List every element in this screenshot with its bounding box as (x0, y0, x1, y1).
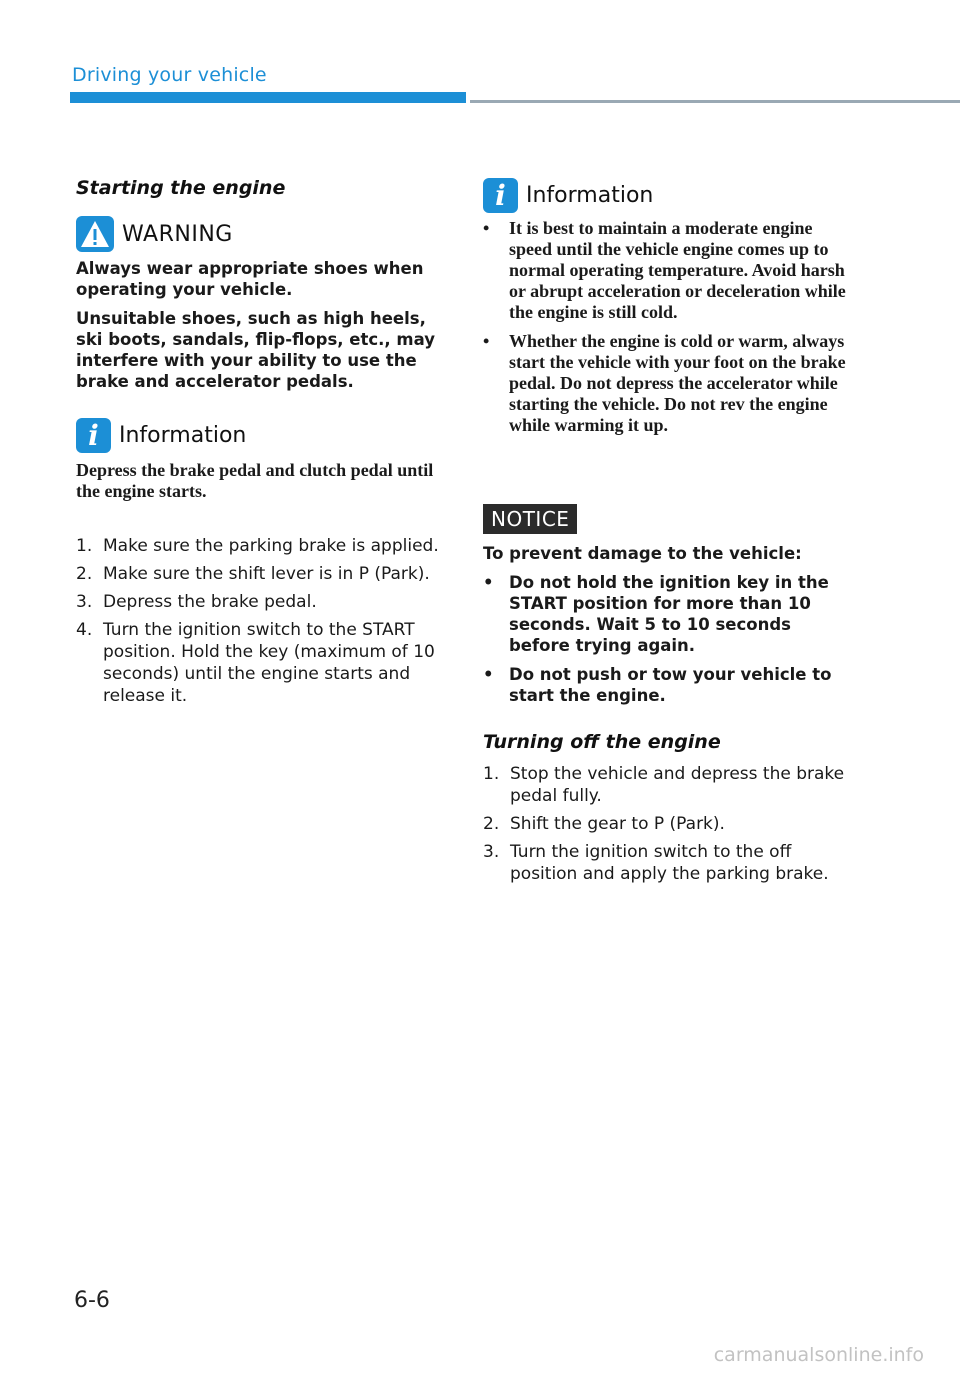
info-icon: i (76, 418, 111, 453)
list-item (483, 841, 853, 885)
warning-icon (76, 216, 114, 252)
starting-steps (76, 535, 448, 713)
warning-paragraph: Unsuitable shoes, such as high heels, ski boots, sandals, flip-flops, etc., may interfere with your ability to use the brake and accelerator pedals. (76, 309, 436, 391)
step-text: Turn the ignition switch to the off position and apply the parking brake. (510, 842, 829, 884)
step-text: Depress the brake pedal. (103, 592, 317, 612)
watermark: carmanualsonline.info (713, 1344, 924, 1366)
list-item (76, 591, 448, 613)
notice-header (483, 504, 577, 534)
step-number: 2. (483, 814, 500, 834)
header-rule-accent (70, 92, 466, 103)
page-number: 6-6 (74, 1288, 110, 1313)
warning-title: WARNING (122, 221, 233, 247)
list-item (483, 763, 853, 807)
list-item (483, 664, 853, 706)
step-number: 3. (76, 592, 93, 612)
info-title: Information (526, 183, 654, 208)
notice-badge: NOTICE (483, 504, 577, 534)
warning-header (76, 216, 233, 252)
step-number: 2. (76, 564, 93, 584)
info-text: Depress the brake pedal and clutch pedal until the engine starts. (76, 460, 434, 501)
bullet-text: Do not hold the ignition key in the START position for more than 10 seconds. Wait 5 to 10 seconds before trying again. (509, 573, 829, 655)
step-number: 4. (76, 620, 93, 640)
step-text: Make sure the shift lever is in P (Park). (103, 564, 430, 584)
step-text: Turn the ignition switch to the START position. Hold the key (maximum of 10 seconds) until the engine starts and release it. (103, 620, 435, 706)
list-item (76, 619, 448, 707)
info-header (76, 418, 246, 453)
warning-paragraph: Always wear appropriate shoes when operating your vehicle. (76, 259, 424, 299)
step-number: 1. (76, 536, 93, 556)
bullet-text: Do not push or tow your vehicle to start the engine. (509, 665, 832, 705)
bullet-text: It is best to maintain a moderate engine speed until the vehicle engine comes up to normal operating temperature. Avoid harsh or abrupt acceleration or deceleration while the engine is still cold. (509, 218, 846, 322)
chapter-title: Driving your vehicle (72, 64, 267, 86)
turning-off-steps (483, 763, 853, 891)
list-item (483, 813, 853, 835)
step-number: 3. (483, 842, 500, 862)
list-item (483, 331, 853, 436)
step-text: Stop the vehicle and depress the brake pedal fully. (510, 764, 845, 806)
bullet-marker: • (483, 218, 490, 238)
info-header (483, 178, 653, 213)
list-item (76, 563, 448, 585)
list-item (483, 572, 853, 656)
header-rule (470, 100, 960, 103)
notice-lead: To prevent damage to the vehicle: (483, 544, 802, 563)
section-title-starting: Starting the engine (76, 177, 286, 199)
bullet-text: Whether the engine is cold or warm, always start the vehicle with your foot on the brake pedal. Do not depress the accelerator while starting the vehicle. Do not rev the engine while warming it up. (509, 331, 846, 435)
info-bullets (483, 218, 853, 444)
step-number: 1. (483, 764, 500, 784)
info-title: Information (119, 423, 247, 448)
bullet-marker: • (483, 665, 494, 684)
list-item (76, 535, 448, 557)
list-item (483, 218, 853, 323)
warning-body (76, 258, 436, 400)
section-title-turning-off: Turning off the engine (483, 731, 721, 753)
step-text: Shift the gear to P (Park). (510, 814, 725, 834)
step-text: Make sure the parking brake is applied. (103, 536, 439, 556)
info-icon: i (483, 178, 518, 213)
bullet-marker: • (483, 573, 494, 592)
notice-body (483, 543, 853, 714)
bullet-marker: • (483, 331, 490, 351)
